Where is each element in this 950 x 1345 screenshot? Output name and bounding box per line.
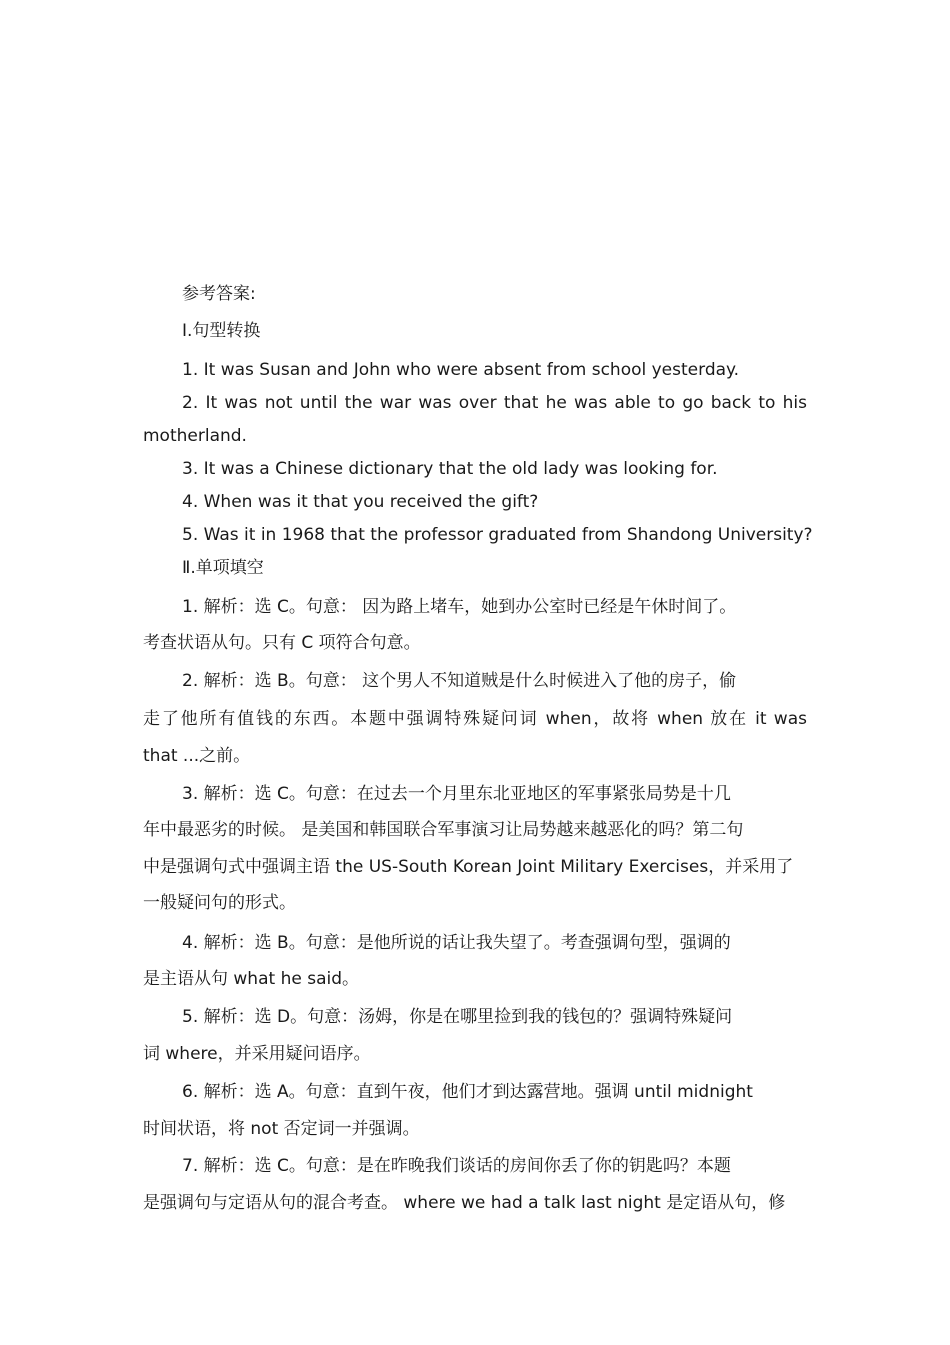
s2-item-3-line-2: 年中最恶劣的时候。 是美国和韩国联合军事演习让局势越来越恶化的吗？第二句 [143,820,744,840]
s1-item-4: 4. When was it that you received the gift? [182,492,539,512]
s1-item-5: 5. Was it in 1968 that the professor graduated from Shandong University? [182,525,813,545]
s2-item-3-line-4: 一般疑问句的形式。 [143,893,296,913]
s2-item-7-line-1: 7. 解析：选 C。句意：是在昨晚我们谈话的房间你丢了你的钥匙吗？本题 [182,1156,731,1176]
s2-item-3-line-1: 3. 解析：选 C。句意：在过去一个月里东北亚地区的军事紧张局势是十几 [182,784,731,804]
s2-item-5-line-1: 5. 解析：选 D。句意：汤姆，你是在哪里捡到我的钱包的？强调特殊疑问 [182,1007,733,1027]
s2-item-1-line-1: 1. 解析：选 C。句意： 因为路上堵车，她到办公室时已经是午休时间了。 [182,597,737,617]
s2-item-3-line-3: 中是强调句式中强调主语 the US-South Korean Joint Military Exercises，并采用了 [143,857,794,877]
s2-item-5-line-2: 词 where，并采用疑问语序。 [143,1044,371,1064]
s1-item-3: 3. It was a Chinese dictionary that the old lady was looking for. [182,459,718,479]
s2-item-4-line-2: 是主语从句 what he said。 [143,969,359,989]
s2-item-2-line-2: 走了他所有值钱的东西。本题中强调特殊疑问词 when，故将 when 放在 it was [143,709,807,729]
section-1-title: Ⅰ.句型转换 [182,321,261,341]
s1-item-1: 1. It was Susan and John who were absent from school yesterday. [182,360,740,380]
s2-item-7-line-2: 是强调句与定语从句的混合考查。 where we had a talk last night 是定语从句，修 [143,1193,786,1213]
s2-item-6-line-2: 时间状语，将 not 否定词一并强调。 [143,1119,420,1139]
s1-item-2-line-1: 2. It was not until the war was over that he was able to go back to his [182,393,807,413]
s2-item-6-line-1: 6. 解析：选 A。句意：直到午夜，他们才到达露营地。强调 until midnight [182,1082,753,1102]
s2-item-1-line-2: 考查状语从句。只有 C 项符合句意。 [143,633,421,653]
s1-item-2-line-2: motherland. [143,426,247,446]
s2-item-4-line-1: 4. 解析：选 B。句意：是他所说的话让我失望了。考查强调句型，强调的 [182,933,731,953]
section-2-title: Ⅱ.单项填空 [182,558,264,578]
s2-item-2-line-1: 2. 解析：选 B。句意： 这个男人不知道贼是什么时候进入了他的房子，偷 [182,671,737,691]
answers-heading: 参考答案: [182,284,256,304]
s2-item-2-line-3: that ...之前。 [143,746,251,766]
